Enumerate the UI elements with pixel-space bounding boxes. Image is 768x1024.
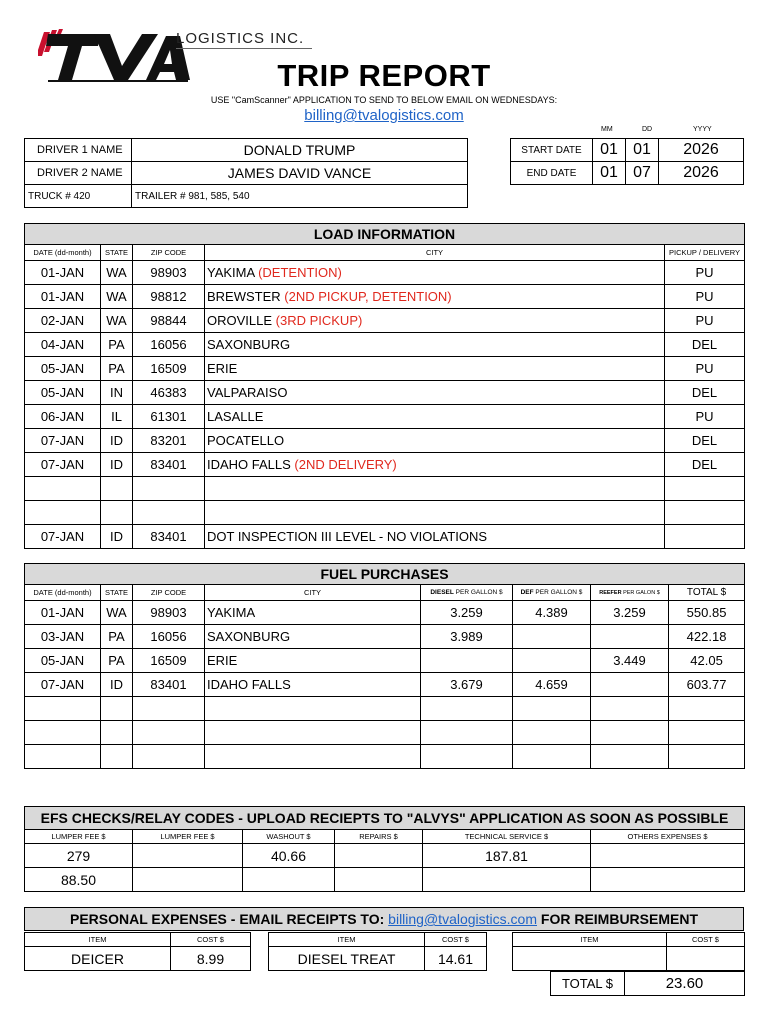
- fuel-def-cell[interactable]: [513, 649, 591, 673]
- fuel-purchases-table: [24, 563, 745, 769]
- load-state-cell[interactable]: IN: [101, 381, 133, 405]
- fuel-city-cell[interactable]: SAXONBURG: [205, 625, 421, 649]
- table-row: [25, 868, 745, 892]
- fuel-total-cell[interactable]: [669, 745, 745, 769]
- fuel-def-cell[interactable]: 4.659: [513, 673, 591, 697]
- fuel-zip-cell[interactable]: 16056: [133, 625, 205, 649]
- efs-lumper-fee-2-cell[interactable]: [133, 868, 243, 892]
- load-pickup-delivery-cell[interactable]: [665, 525, 745, 549]
- table-row: [25, 649, 745, 673]
- city-name: VALPARAISO: [207, 385, 288, 400]
- load-state-cell[interactable]: [101, 477, 133, 501]
- load-state-cell[interactable]: WA: [101, 261, 133, 285]
- personal-expense-1: [24, 932, 251, 971]
- fuel-reefer-cell[interactable]: [591, 673, 669, 697]
- cost-label: COST $: [425, 933, 487, 947]
- fuel-state-cell[interactable]: WA: [101, 601, 133, 625]
- cost-label: COST $: [667, 933, 745, 947]
- fuel-diesel-cell[interactable]: [421, 649, 513, 673]
- load-zip-cell[interactable]: 98812: [133, 285, 205, 309]
- yyyy-label: YYYY: [693, 126, 712, 133]
- load-pickup-delivery-cell[interactable]: [665, 477, 745, 501]
- company-subtitle: LOGISTICS INC.: [176, 30, 305, 47]
- city-name: YAKIMA: [207, 265, 259, 280]
- dates-table: [510, 138, 744, 185]
- end-date-label: END DATE: [511, 162, 593, 185]
- load-city-cell[interactable]: [205, 477, 665, 501]
- fuel-col-date: DATE (dd-month): [25, 585, 101, 601]
- driver2-name-field[interactable]: JAMES DAVID VANCE: [132, 162, 468, 185]
- driver2-label: DRIVER 2 NAME: [25, 162, 132, 185]
- table-row: [25, 844, 745, 868]
- load-zip-cell[interactable]: [133, 501, 205, 525]
- load-col-state: STATE: [101, 245, 133, 261]
- fuel-reefer-cell[interactable]: [591, 697, 669, 721]
- fuel-state-cell[interactable]: PA: [101, 625, 133, 649]
- table-row: [25, 501, 745, 525]
- fuel-def-cell[interactable]: 4.389: [513, 601, 591, 625]
- fuel-diesel-cell[interactable]: [421, 745, 513, 769]
- load-date-cell[interactable]: 07-JAN: [25, 429, 101, 453]
- fuel-col-reefer: REEFER PER GALON $: [591, 585, 669, 601]
- load-city-cell[interactable]: [205, 333, 665, 357]
- city-name: BREWSTER: [207, 289, 285, 304]
- fuel-total-cell[interactable]: [669, 697, 745, 721]
- load-date-cell[interactable]: [25, 477, 101, 501]
- city-note: (DETENTION): [258, 265, 342, 280]
- fuel-total-cell[interactable]: 422.18: [669, 625, 745, 649]
- city-name: ERIE: [207, 361, 238, 376]
- load-date-cell[interactable]: 04-JAN: [25, 333, 101, 357]
- fuel-reefer-cell[interactable]: 3.259: [591, 601, 669, 625]
- load-city-cell[interactable]: [205, 285, 665, 309]
- fuel-city-cell[interactable]: IDAHO FALLS: [205, 673, 421, 697]
- efs-col-technical-service: TECHNICAL SERVICE $: [423, 830, 591, 844]
- load-zip-cell[interactable]: 98903: [133, 261, 205, 285]
- load-pickup-delivery-cell[interactable]: PU: [665, 261, 745, 285]
- load-date-cell[interactable]: 05-JAN: [25, 357, 101, 381]
- city-name: OROVILLE: [207, 313, 276, 328]
- end-dd-field[interactable]: 07: [626, 162, 659, 185]
- load-col-date: DATE (dd-month): [25, 245, 101, 261]
- personal-total: [550, 971, 745, 996]
- start-mm-field[interactable]: 01: [593, 139, 626, 162]
- fuel-zip-cell[interactable]: [133, 721, 205, 745]
- expense-cost-field[interactable]: 8.99: [171, 947, 251, 971]
- fuel-state-cell[interactable]: PA: [101, 649, 133, 673]
- email-link[interactable]: billing@tvalogistics.com: [304, 107, 464, 124]
- expense-cost-field[interactable]: [667, 947, 745, 971]
- load-zip-cell[interactable]: [133, 477, 205, 501]
- fuel-date-cell[interactable]: [25, 745, 101, 769]
- load-city-cell[interactable]: [205, 525, 665, 549]
- fuel-date-cell[interactable]: 01-JAN: [25, 601, 101, 625]
- city-name: POCATELLO: [207, 433, 285, 448]
- city-name: LASALLE: [207, 409, 264, 424]
- table-row: [25, 601, 745, 625]
- fuel-state-cell[interactable]: [101, 697, 133, 721]
- personal-expense-3: [512, 932, 745, 971]
- page-title: TRIP REPORT: [277, 58, 491, 93]
- load-information-title: LOAD INFORMATION: [25, 224, 745, 245]
- efs-technical-service-cell[interactable]: [423, 868, 591, 892]
- item-label: ITEM: [269, 933, 425, 947]
- table-row: [25, 721, 745, 745]
- load-state-cell[interactable]: [101, 501, 133, 525]
- efs-checks-title: EFS CHECKS/RELAY CODES - UPLOAD RECIEPTS TO "ALVYS" APPLICATION AS SOON AS POSSIBLE: [25, 807, 745, 830]
- personal-expense-2: [268, 932, 487, 971]
- mm-label: MM: [601, 126, 613, 133]
- load-pickup-delivery-cell[interactable]: DEL: [665, 333, 745, 357]
- efs-repairs-cell[interactable]: [335, 868, 423, 892]
- trailer-field[interactable]: TRAILER # 981, 585, 540: [132, 185, 468, 208]
- fuel-city-cell[interactable]: [205, 697, 421, 721]
- load-zip-cell[interactable]: 83401: [133, 453, 205, 477]
- start-yyyy-field[interactable]: 2026: [659, 139, 744, 162]
- load-date-cell[interactable]: 01-JAN: [25, 285, 101, 309]
- fuel-diesel-cell[interactable]: [421, 721, 513, 745]
- load-zip-cell[interactable]: 16056: [133, 333, 205, 357]
- fuel-city-cell[interactable]: [205, 721, 421, 745]
- load-city-cell[interactable]: [205, 261, 665, 285]
- table-row: [25, 697, 745, 721]
- load-date-cell[interactable]: 02-JAN: [25, 309, 101, 333]
- table-row: [25, 477, 745, 501]
- load-pickup-delivery-cell[interactable]: DEL: [665, 381, 745, 405]
- table-row: [25, 429, 745, 453]
- expense-item-field[interactable]: [513, 947, 667, 971]
- load-state-cell[interactable]: ID: [101, 525, 133, 549]
- table-row: [25, 625, 745, 649]
- fuel-zip-cell[interactable]: 83401: [133, 673, 205, 697]
- city-note: (2ND DELIVERY): [294, 457, 397, 472]
- expense-item-field[interactable]: DEICER: [25, 947, 171, 971]
- load-city-cell[interactable]: [205, 357, 665, 381]
- fuel-col-city: CITY: [205, 585, 421, 601]
- load-pickup-delivery-cell[interactable]: PU: [665, 309, 745, 333]
- fuel-date-cell[interactable]: 07-JAN: [25, 673, 101, 697]
- fuel-diesel-cell[interactable]: 3.989: [421, 625, 513, 649]
- load-city-cell[interactable]: [205, 381, 665, 405]
- load-date-cell[interactable]: 05-JAN: [25, 381, 101, 405]
- driver-table: [24, 138, 468, 208]
- load-zip-cell[interactable]: 16509: [133, 357, 205, 381]
- efs-repairs-cell[interactable]: [335, 844, 423, 868]
- efs-others-expenses-cell[interactable]: [591, 844, 745, 868]
- fuel-zip-cell[interactable]: [133, 745, 205, 769]
- table-row: [25, 381, 745, 405]
- fuel-col-total: TOTAL $: [669, 585, 745, 601]
- logo-underline: [176, 48, 312, 49]
- city-name: DOT INSPECTION III LEVEL - NO VIOLATIONS: [207, 529, 488, 544]
- load-pickup-delivery-cell[interactable]: PU: [665, 285, 745, 309]
- item-label: ITEM: [513, 933, 667, 947]
- fuel-total-cell[interactable]: 42.05: [669, 649, 745, 673]
- load-pickup-delivery-cell[interactable]: PU: [665, 405, 745, 429]
- efs-checks-table: [24, 806, 745, 892]
- instruction-text: USE "CamScanner" APPLICATION TO SEND TO BELOW EMAIL ON WEDNESDAYS:: [210, 95, 558, 105]
- load-information-table: [24, 223, 745, 549]
- expense-item-field[interactable]: DIESEL TREAT: [269, 947, 425, 971]
- fuel-col-diesel: DIESEL PER GALLON $: [421, 585, 513, 601]
- load-date-cell[interactable]: 06-JAN: [25, 405, 101, 429]
- fuel-date-cell[interactable]: 03-JAN: [25, 625, 101, 649]
- load-pickup-delivery-cell[interactable]: [665, 501, 745, 525]
- efs-lumper-fee-1-cell[interactable]: 88.50: [25, 868, 133, 892]
- efs-col-washout: WASHOUT $: [243, 830, 335, 844]
- total-label: TOTAL $: [551, 972, 625, 996]
- driver1-name-field[interactable]: DONALD TRUMP: [132, 139, 468, 162]
- load-state-cell[interactable]: PA: [101, 357, 133, 381]
- efs-lumper-fee-2-cell[interactable]: [133, 844, 243, 868]
- efs-washout-cell[interactable]: 40.66: [243, 844, 335, 868]
- table-row: [25, 745, 745, 769]
- load-state-cell[interactable]: PA: [101, 333, 133, 357]
- fuel-col-def: DEF PER GALLON $: [513, 585, 591, 601]
- fuel-city-cell[interactable]: YAKIMA: [205, 601, 421, 625]
- load-zip-cell[interactable]: 61301: [133, 405, 205, 429]
- fuel-reefer-cell[interactable]: [591, 721, 669, 745]
- fuel-diesel-cell[interactable]: 3.679: [421, 673, 513, 697]
- start-dd-field[interactable]: 01: [626, 139, 659, 162]
- efs-col-lumper-fee-2: LUMPER FEE $: [133, 830, 243, 844]
- load-pickup-delivery-cell[interactable]: DEL: [665, 453, 745, 477]
- load-state-cell[interactable]: IL: [101, 405, 133, 429]
- city-name: SAXONBURG: [207, 337, 291, 352]
- load-date-cell[interactable]: 07-JAN: [25, 525, 101, 549]
- fuel-zip-cell[interactable]: 98903: [133, 601, 205, 625]
- efs-lumper-fee-1-cell[interactable]: 279: [25, 844, 133, 868]
- cost-label: COST $: [171, 933, 251, 947]
- load-city-cell[interactable]: [205, 429, 665, 453]
- load-date-cell[interactable]: 07-JAN: [25, 453, 101, 477]
- fuel-reefer-cell[interactable]: [591, 745, 669, 769]
- efs-col-lumper-fee-1: LUMPER FEE $: [25, 830, 133, 844]
- start-date-label: START DATE: [511, 139, 593, 162]
- load-col-zip: ZIP CODE: [133, 245, 205, 261]
- table-row: [25, 673, 745, 697]
- table-row: [25, 285, 745, 309]
- load-pickup-delivery-cell[interactable]: PU: [665, 357, 745, 381]
- end-mm-field[interactable]: 01: [593, 162, 626, 185]
- fuel-city-cell[interactable]: ERIE: [205, 649, 421, 673]
- fuel-total-cell[interactable]: 603.77: [669, 673, 745, 697]
- efs-technical-service-cell[interactable]: 187.81: [423, 844, 591, 868]
- fuel-reefer-cell[interactable]: 3.449: [591, 649, 669, 673]
- load-state-cell[interactable]: ID: [101, 429, 133, 453]
- load-state-cell[interactable]: WA: [101, 285, 133, 309]
- fuel-zip-cell[interactable]: 16509: [133, 649, 205, 673]
- load-pickup-delivery-cell[interactable]: DEL: [665, 429, 745, 453]
- efs-col-repairs: REPAIRS $: [335, 830, 423, 844]
- fuel-def-cell[interactable]: [513, 625, 591, 649]
- load-date-cell[interactable]: 01-JAN: [25, 261, 101, 285]
- fuel-total-cell[interactable]: [669, 721, 745, 745]
- load-col-pickup-delivery: PICKUP / DELIVERY: [665, 245, 745, 261]
- fuel-col-zip: ZIP CODE: [133, 585, 205, 601]
- load-zip-cell[interactable]: 46383: [133, 381, 205, 405]
- load-city-cell[interactable]: [205, 501, 665, 525]
- fuel-state-cell[interactable]: [101, 745, 133, 769]
- city-name: IDAHO FALLS: [207, 457, 295, 472]
- load-state-cell[interactable]: ID: [101, 453, 133, 477]
- fuel-reefer-cell[interactable]: [591, 625, 669, 649]
- fuel-def-cell[interactable]: [513, 745, 591, 769]
- table-row: [25, 261, 745, 285]
- fuel-total-cell[interactable]: 550.85: [669, 601, 745, 625]
- table-row: [25, 357, 745, 381]
- fuel-state-cell[interactable]: [101, 721, 133, 745]
- fuel-def-cell[interactable]: [513, 721, 591, 745]
- load-city-cell[interactable]: [205, 405, 665, 429]
- load-col-city: CITY: [205, 245, 665, 261]
- load-zip-cell[interactable]: 83201: [133, 429, 205, 453]
- fuel-diesel-cell[interactable]: [421, 697, 513, 721]
- fuel-date-cell[interactable]: [25, 697, 101, 721]
- load-zip-cell[interactable]: 83401: [133, 525, 205, 549]
- table-row: [25, 453, 745, 477]
- load-date-cell[interactable]: [25, 501, 101, 525]
- efs-col-others-expenses: OTHERS EXPENSES $: [591, 830, 745, 844]
- truck-field[interactable]: TRUCK # 420: [25, 185, 132, 208]
- city-note: (2ND PICKUP, DETENTION): [284, 289, 452, 304]
- fuel-date-cell[interactable]: 05-JAN: [25, 649, 101, 673]
- total-value-field[interactable]: 23.60: [625, 972, 745, 996]
- efs-others-expenses-cell[interactable]: [591, 868, 745, 892]
- city-note: (3RD PICKUP): [275, 313, 363, 328]
- personal-expenses-title: PERSONAL EXPENSES - EMAIL RECEIPTS TO: billing@tvalogistics.com FOR REIMBURSEMENT: [24, 907, 744, 931]
- load-state-cell[interactable]: WA: [101, 309, 133, 333]
- reimbursement-email-link[interactable]: billing@tvalogistics.com: [388, 911, 537, 927]
- fuel-city-cell[interactable]: [205, 745, 421, 769]
- fuel-state-cell[interactable]: ID: [101, 673, 133, 697]
- table-row: [25, 525, 745, 549]
- fuel-date-cell[interactable]: [25, 721, 101, 745]
- efs-washout-cell[interactable]: [243, 868, 335, 892]
- fuel-purchases-title: FUEL PURCHASES: [25, 564, 745, 585]
- expense-cost-field[interactable]: 14.61: [425, 947, 487, 971]
- end-yyyy-field[interactable]: 2026: [659, 162, 744, 185]
- table-row: [25, 309, 745, 333]
- item-label: ITEM: [25, 933, 171, 947]
- load-city-cell[interactable]: [205, 453, 665, 477]
- table-row: [25, 405, 745, 429]
- driver1-label: DRIVER 1 NAME: [25, 139, 132, 162]
- table-row: [25, 333, 745, 357]
- dd-label: DD: [642, 126, 653, 133]
- load-zip-cell[interactable]: 98844: [133, 309, 205, 333]
- fuel-col-state: STATE: [101, 585, 133, 601]
- fuel-diesel-cell[interactable]: 3.259: [421, 601, 513, 625]
- fuel-zip-cell[interactable]: [133, 697, 205, 721]
- fuel-def-cell[interactable]: [513, 697, 591, 721]
- load-city-cell[interactable]: [205, 309, 665, 333]
